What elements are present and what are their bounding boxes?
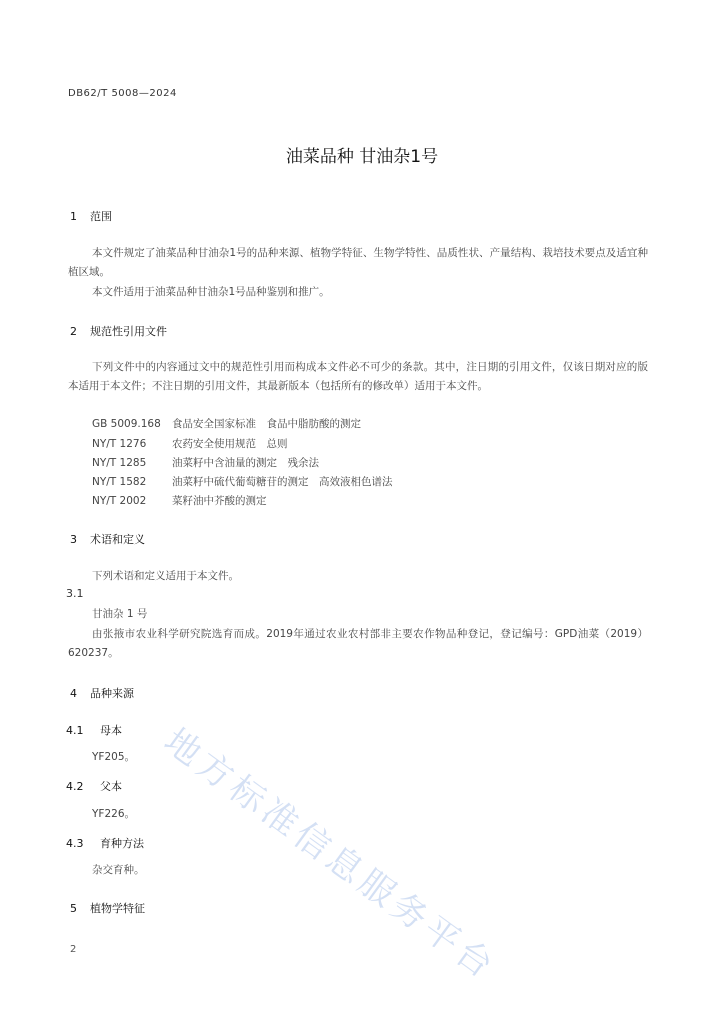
watermark: 地方标准信息服务平台 [156,721,504,989]
section-3-heading [70,531,145,547]
reference-item [92,455,319,470]
section-4-heading [70,685,134,701]
reference-name: 菜籽油中芥酸的测定 [172,495,267,507]
section-1-paragraph-1: 本文件规定了油菜品种甘油杂1号的品种来源、植物学特征、生物学特性、品质性状、产量结构、栽培技术要点及适宜种植区域。 [68,247,648,278]
subsection-4-2-heading [66,778,122,794]
section-2-heading [70,323,167,339]
reference-code: NY/T 1276 [92,438,147,450]
subsection-number: 4.1 [66,724,84,737]
section-title: 规范性引用文件 [90,325,167,338]
subsection-title: 母本 [100,724,122,737]
subsection-4-3-text: 杂交育种。 [92,864,145,876]
section-3-paragraph: 下列术语和定义适用于本文件。 [92,570,239,582]
section-title: 术语和定义 [90,533,145,546]
subsection-number: 4.2 [66,780,84,793]
section-number: 3 [70,533,77,546]
subsection-number: 4.3 [66,837,84,850]
section-5-heading [70,900,145,916]
document-title: 油菜品种 甘油杂1号 [285,147,439,167]
section-1-paragraph-2: 本文件适用于油菜品种甘油杂1号品种鉴别和推广。 [92,286,330,298]
section-number: 5 [70,902,77,915]
section-1-heading [70,208,112,224]
reference-name: 食品安全国家标准 食品中脂肪酸的测定 [172,418,361,430]
section-2-paragraph: 下列文件中的内容通过文中的规范性引用而构成本文件必不可少的条款。其中，注日期的引用文件，仅该日期对应的版本适用于本文件；不注日期的引用文件，其最新版本（包括所有的修改单）适用于本文件。 [68,361,648,392]
term-name: 甘油杂 1 号 [92,608,148,620]
reference-code: GB 5009.168 [92,418,161,430]
subsection-4-1-heading [66,722,122,738]
section-title: 植物学特征 [90,902,145,915]
reference-item [92,493,267,508]
subsection-4-3-heading [66,835,144,851]
section-number: 2 [70,325,77,338]
reference-item [92,416,361,431]
page-number: 2 [70,944,77,955]
term-number: 3.1 [66,587,84,600]
reference-code: NY/T 1582 [92,476,147,488]
subsection-title: 育种方法 [100,837,144,850]
reference-name: 油菜籽中含油量的测定 残余法 [172,457,319,469]
reference-code: NY/T 2002 [92,495,147,507]
reference-item [92,436,288,451]
reference-name: 油菜籽中硫代葡萄糖苷的测定 高效液相色谱法 [172,476,393,488]
reference-code: NY/T 1285 [92,457,147,469]
subsection-4-2-text: YF226。 [92,808,135,820]
subsection-4-1-text: YF205。 [92,751,135,763]
reference-name: 农药安全使用规范 总则 [172,438,288,450]
reference-item [92,474,393,489]
section-title: 品种来源 [90,687,134,700]
standard-code: DB62/T 5008—2024 [68,88,177,99]
section-title: 范围 [90,210,112,223]
term-definition: 由张掖市农业科学研究院选育而成。2019年通过农业农村部非主要农作物品种登记，登记编号：GPD油菜（2019）620237。 [68,628,648,659]
section-number: 1 [70,210,77,223]
section-number: 4 [70,687,77,700]
subsection-title: 父本 [100,780,122,793]
